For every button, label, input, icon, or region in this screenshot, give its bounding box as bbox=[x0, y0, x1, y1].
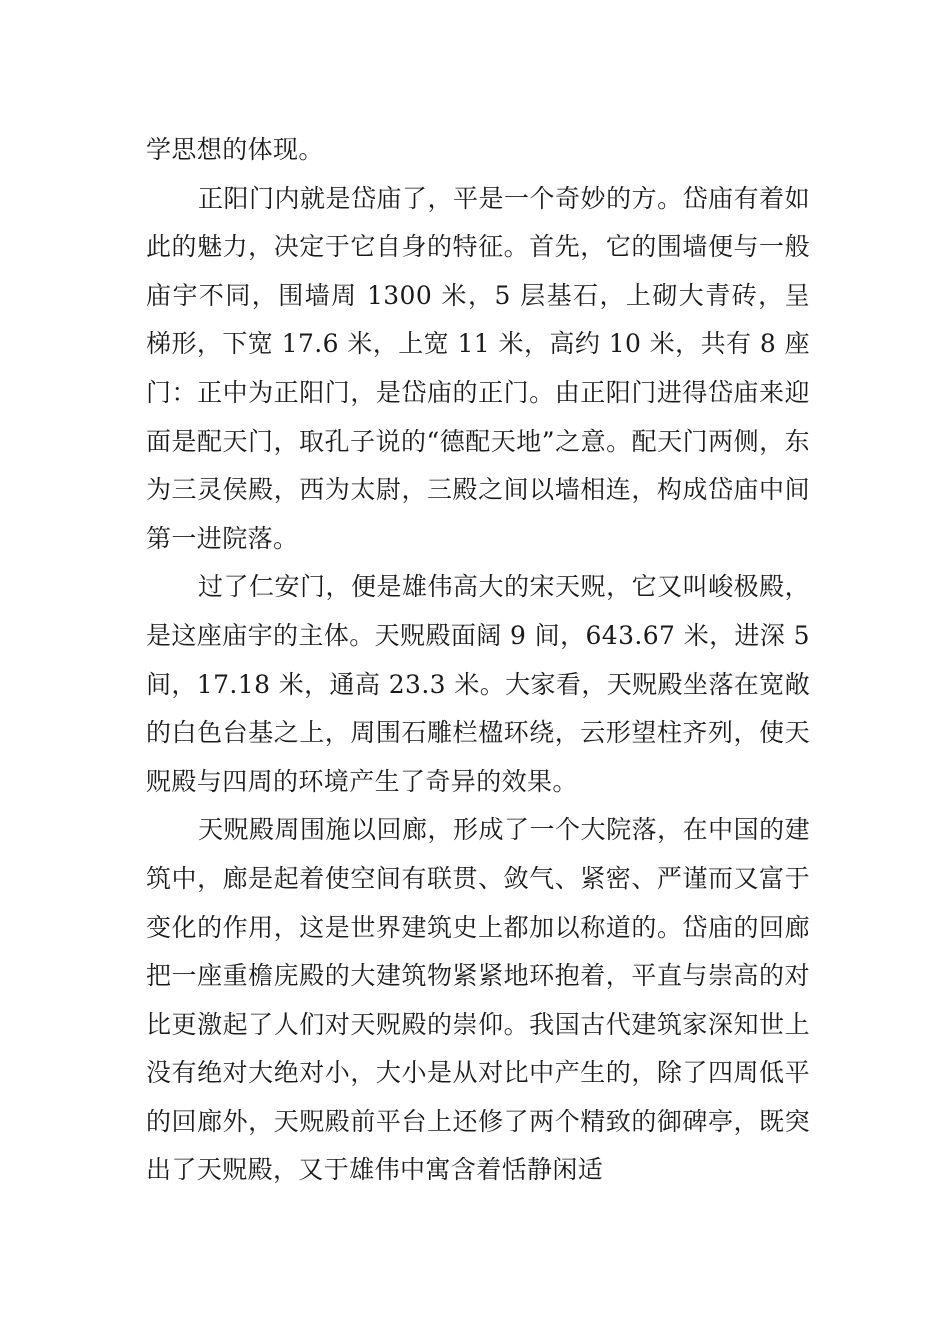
paragraph-corridor: 天贶殿周围施以回廊，形成了一个大院落，在中国的建筑中，廊是起着使空间有联贯、敛气、紧密、严谨而又富于变化的作用，这是世界建筑史上都加以称道的。岱庙的回廊把一座重檐庑殿的大建筑物紧紧地环抱着，平直与崇高的对比更激起了人们对天贶殿的崇仰。我国古代建筑家深知世上没有绝对大绝对小，大小是从对比中产生的，除了四周低平的回廊外，天贶殿前平台上还修了两个精致的御碑亭，既突出了天贶殿，又于雄伟中寓含着恬静闲适 bbox=[146, 815, 810, 1185]
body-text bbox=[146, 126, 810, 1195]
paragraph-tiankuang-hall: 过了仁安门，便是雄伟高大的宋天贶，它又叫峻极殿，是这座庙宇的主体。天贶殿面阔 9 间，643.67 米，进深 5 间，17.18 米，通高 23.3 米。大家看，天贶殿坐落在宽敞的白色台基之上，周围石雕栏楹环绕，云形望柱齐列，使天贶殿与四周的环境产生了奇异的效果。 bbox=[146, 572, 810, 796]
paragraph-continuation: 学思想的体现。 bbox=[146, 135, 324, 164]
paragraph-zhengyang-gate: 正阳门内就是岱庙了，平是一个奇妙的方。岱庙有着如此的魅力，决定于它自身的特征。首先，它的围墙便与一般庙宇不同，围墙周 1300 米，5 层基石，上砌大青砖，呈梯形，下宽 17.6 米，上宽 11 米，高约 10 米，共有 8 座门：正中为正阳门，是岱庙的正门。由正阳门进得岱庙来迎面是配天门，取孔子说的“德配天地”之意。配天门两侧，东为三灵侯殿，西为太尉，三殿之间以墙相连，构成岱庙中间第一进院落。 bbox=[146, 183, 810, 553]
